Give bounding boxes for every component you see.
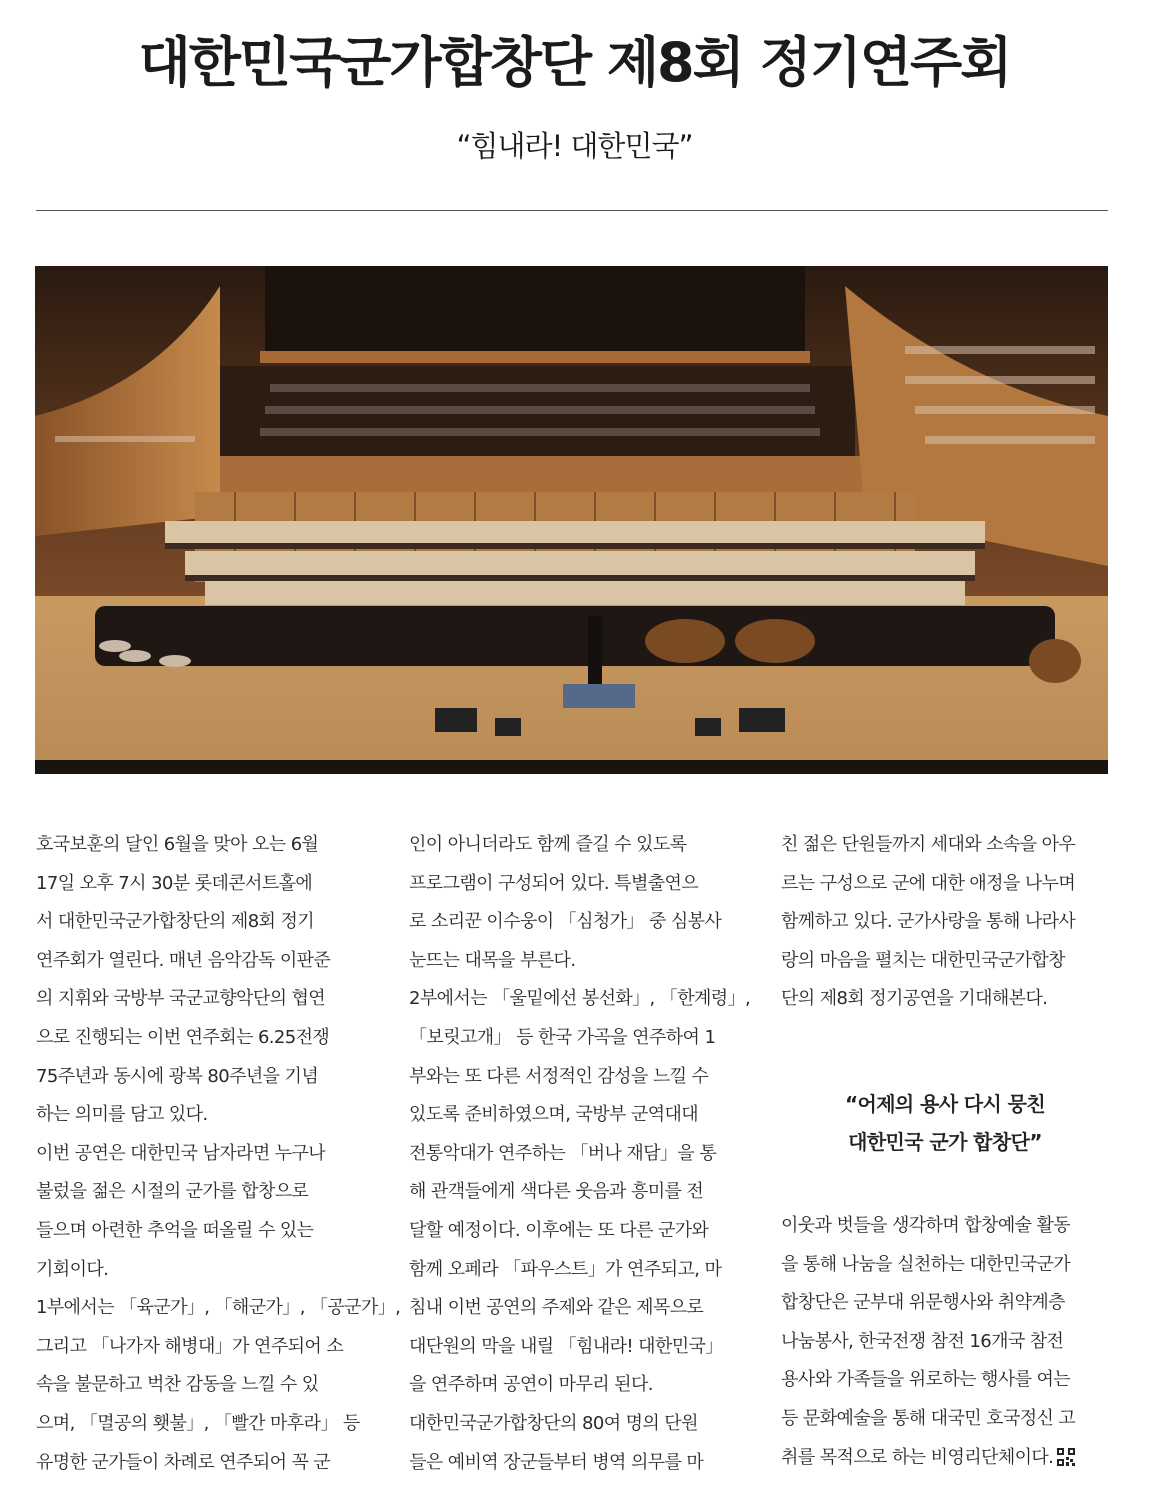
text-line: 등 문화예술을 통해 대국민 호국정신 고: [781, 1407, 1076, 1429]
text-line: 로 소리꾼 이수웅이 「심청가」 중 심봉사: [409, 911, 722, 933]
page-title: 대한민국군가합창단 제8회 정기연주회: [138, 31, 1011, 94]
text-line: 전통악대가 연주하는 「버나 재담」을 통: [409, 1142, 717, 1164]
text-line: 2부에서는 「울밑에선 봉선화」, 「한계령」,: [409, 988, 751, 1010]
text-line: 용사와 가족들을 위로하는 행사를 여는: [781, 1369, 1071, 1391]
title-divider: [36, 210, 1108, 211]
article-column-2: [409, 826, 751, 1482]
text-line: 달할 예정이다. 이후에는 또 다른 군가와: [409, 1219, 709, 1241]
text-line: 있도록 준비하였으며, 국방부 군역대대: [409, 1104, 699, 1126]
text-line: 단의 제8회 정기공연을 기대해본다.: [781, 988, 1048, 1010]
text-line: 부와는 또 다른 서정적인 감성을 느낄 수: [409, 1065, 709, 1087]
text-line: 랑의 마음을 펼치는 대한민국군가합창: [781, 949, 1065, 971]
text-line: 이웃과 벗들을 생각하며 합창예술 활동: [781, 1214, 1071, 1236]
text-line: 프로그램이 구성되어 있다. 특별출연으: [409, 872, 699, 894]
text-line: 호국보훈의 달인 6월을 맞아 오는 6월: [36, 834, 319, 855]
text-line: 친 젊은 단원들까지 세대와 소속을 아우: [781, 834, 1076, 855]
pull-quote: [781, 1085, 1109, 1161]
text-line: 연주회가 열린다. 매년 음악감독 이판준: [36, 949, 331, 971]
text-line: 75주년과 동시에 광복 80주년을 기념: [36, 1065, 319, 1087]
text-line: 기회이다.: [36, 1258, 109, 1280]
text-line: 르는 구성으로 군에 대한 애정을 나누며: [781, 872, 1076, 894]
text-line: 1부에서는 「육군가」, 「해군가」, 「공군가」,: [36, 1297, 401, 1319]
text-line: 눈뜨는 대목을 부른다.: [409, 949, 576, 971]
text-line: 나눔봉사, 한국전쟁 참전 16개국 참전: [781, 1330, 1064, 1352]
text-line: 으며, 「멸공의 횃불」, 「빨간 마후라」 등: [36, 1412, 360, 1434]
text-line: 서 대한민국군가합창단의 제8회 정기: [36, 911, 315, 933]
text-line: 합창단은 군부대 위문행사와 취약계층: [781, 1292, 1065, 1314]
qr-code-icon: [1057, 1442, 1075, 1460]
text-line: 함께하고 있다. 군가사랑을 통해 나라사: [781, 911, 1076, 933]
text-line: 함께 오페라 「파우스트」가 연주되고, 마: [409, 1258, 722, 1280]
text-line: 의 지휘와 국방부 국군교향악단의 협연: [36, 988, 326, 1010]
text-line: 속을 불문하고 벅찬 감동을 느낄 수 있: [36, 1374, 319, 1396]
text-line: 들은 예비역 장군들부터 병역 의무를 마: [409, 1451, 704, 1473]
text-line: 들으며 아련한 추억을 떠올릴 수 있는: [36, 1219, 314, 1241]
text-line: 이번 공연은 대한민국 남자라면 누구나: [36, 1142, 326, 1164]
last-text-line: [781, 1439, 1109, 1478]
pull-quote-line: “어제의 용사 다시 뭉친: [844, 1091, 1046, 1116]
article-column-1: [36, 826, 401, 1482]
text-line: 침내 이번 공연의 주제와 같은 제목으로: [409, 1297, 704, 1319]
concert-hall-photo: [35, 266, 1108, 774]
text-line: 유명한 군가들이 차례로 연주되어 꼭 군: [36, 1451, 331, 1473]
text-line: 불렀을 젊은 시절의 군가를 합창으로: [36, 1181, 309, 1203]
text-line: 을 연주하며 공연이 마무리 된다.: [409, 1374, 653, 1396]
text-line: 해 관객들에게 색다른 웃음과 흥미를 전: [409, 1181, 704, 1203]
pull-quote-line: 대한민국 군가 합창단”: [848, 1129, 1042, 1154]
text-line: 으로 진행되는 이번 연주회는 6.25전쟁: [36, 1026, 330, 1048]
text-line: 하는 의미를 담고 있다.: [36, 1104, 208, 1126]
text-line: 그리고 「나가자 해병대」가 연주되어 소: [36, 1335, 344, 1357]
text-line: 대단원의 막을 내릴 「힘내라! 대한민국」: [409, 1335, 723, 1357]
text-line-content: 취를 목적으로 하는 비영리단체이다.: [781, 1446, 1054, 1468]
text-line: 「보릿고개」 등 한국 가곡을 연주하여 1: [409, 1026, 716, 1048]
article-column-3: [781, 826, 1109, 1477]
page-subtitle: “힘내라! 대한민국”: [456, 129, 693, 163]
text-line: 대한민국군가합창단의 80여 명의 단원: [409, 1412, 698, 1434]
text-line: 인이 아니더라도 함께 즐길 수 있도록: [409, 834, 687, 855]
text-line: 을 통해 나눔을 실천하는 대한민국군가: [781, 1253, 1071, 1275]
text-line: 17일 오후 7시 30분 롯데콘서트홀에: [36, 872, 313, 894]
